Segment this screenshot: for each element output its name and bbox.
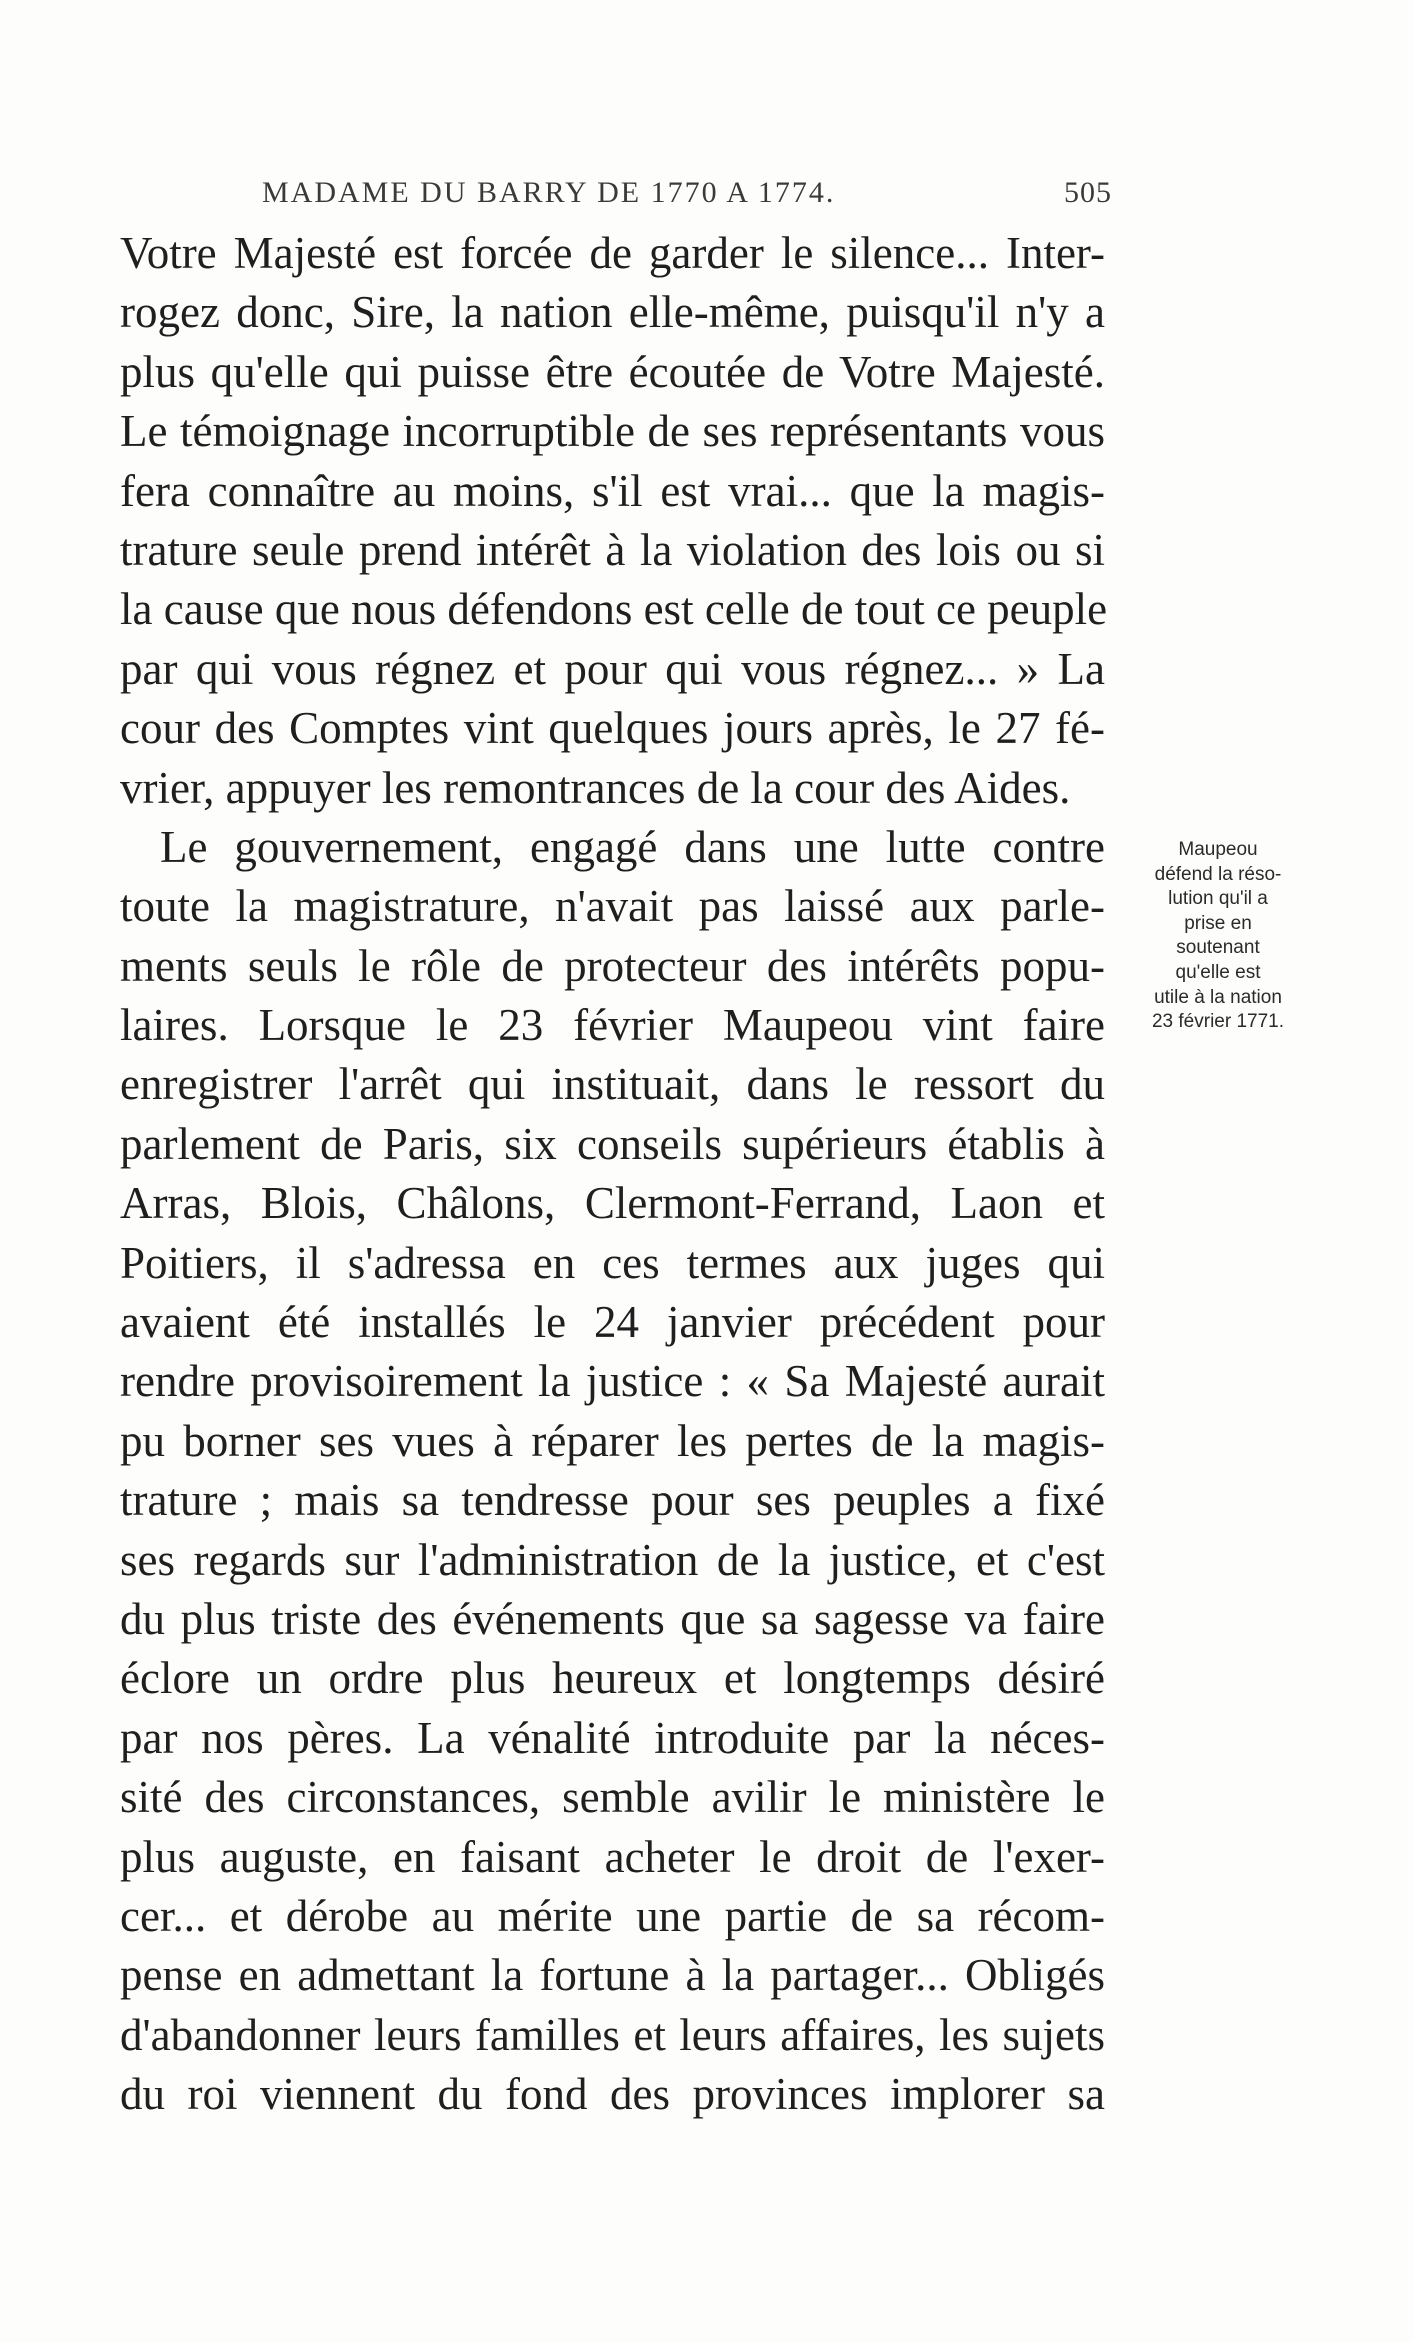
text-line: éclore un ordre plus heureux et longtemps désiré: [120, 1653, 1105, 1704]
text-line: Votre Majesté est forcée de garder le silence... Inter-: [120, 228, 1105, 278]
text-line: parlement de Paris, six conseils supérieurs établis à: [120, 1118, 1105, 1169]
margin-note: [1128, 838, 1308, 1035]
margin-note-line: 23 février 1771.: [1151, 1011, 1285, 1033]
text-line: du plus triste des événements que sa sagesse va faire: [120, 1593, 1105, 1644]
text-line: fera connaître au moins, s'il est vrai... que la magis-: [120, 465, 1105, 516]
text-line: vrier, appuyer les remontrances de la cour des Aides.: [120, 762, 1071, 813]
margin-note-line: Maupeou: [1178, 839, 1258, 860]
text-line: ses regards sur l'administration de la justice, et c'est: [120, 1534, 1105, 1585]
margin-note-line: défend la réso-: [1154, 863, 1282, 885]
body-text: [120, 224, 1108, 2125]
text-line: rendre provisoirement la justice : « Sa Majesté aurait: [120, 1356, 1105, 1407]
text-line: Le témoignage incorruptible de ses représentants vous: [120, 406, 1105, 457]
text-line: laires. Lorsque le 23 février Maupeou vint faire: [120, 1000, 1105, 1051]
margin-note-line: lution qu'il a: [1168, 888, 1268, 910]
text-line: Le gouvernement, engagé dans une lutte contre: [160, 821, 1105, 872]
text-line: la cause que nous défendons est celle de tout ce peuple: [120, 584, 1108, 635]
paragraph-2: [120, 818, 1105, 2125]
text-line: cour des Comptes vint quelques jours après, le 27 fé-: [120, 703, 1105, 754]
margin-note-line: soutenant: [1176, 937, 1260, 959]
text-line: plus qu'elle qui puisse être écoutée de Votre Majesté.: [120, 346, 1105, 397]
text-line: pense en admettant la fortune à la partager... Obligés: [120, 1950, 1105, 2001]
page-number: 505: [1064, 176, 1112, 209]
text-line: avaient été installés le 24 janvier précédent pour: [120, 1297, 1105, 1348]
text-line: Poitiers, il s'adressa en ces termes aux juges qui: [120, 1237, 1105, 1288]
text-line: trature seule prend intérêt à la violation des lois ou si: [120, 524, 1105, 575]
text-line: toute la magistrature, n'avait pas laissé aux parle-: [120, 881, 1105, 932]
running-head-title: MADAME DU BARRY DE 1770 A 1774.: [262, 176, 836, 209]
margin-note-line: prise en: [1184, 912, 1252, 934]
text-line: cer... et dérobe au mérite une partie de sa récom-: [120, 1890, 1105, 1941]
text-line: trature ; mais sa tendresse pour ses peuples a fixé: [120, 1475, 1105, 1526]
text-line: rogez donc, Sire, la nation elle-même, puisqu'il n'y a: [120, 287, 1105, 338]
text-line: enregistrer l'arrêt qui instituait, dans le ressort du: [120, 1059, 1105, 1110]
text-line: sité des circonstances, semble avilir le ministère le: [120, 1772, 1105, 1823]
paragraph-1: [120, 224, 1108, 818]
running-head: [262, 176, 1112, 216]
text-line: d'abandonner leurs familles et leurs affaires, les sujets: [120, 2009, 1105, 2060]
text-line: par nos pères. La vénalité introduite par la néces-: [120, 1712, 1105, 1763]
text-line: pu borner ses vues à réparer les pertes de la magis-: [120, 1415, 1105, 1466]
text-line: par qui vous régnez et pour qui vous régnez... » La: [120, 643, 1105, 694]
margin-note-line: qu'elle est: [1175, 961, 1261, 983]
text-line: ments seuls le rôle de protecteur des intérêts popu-: [120, 940, 1105, 991]
text-line: du roi viennent du fond des provinces implorer sa: [120, 2069, 1105, 2120]
text-line: Arras, Blois, Châlons, Clermont-Ferrand, Laon et: [120, 1178, 1105, 1229]
margin-note-line: utile à la nation: [1154, 986, 1282, 1008]
text-line: plus auguste, en faisant acheter le droit de l'exer-: [120, 1831, 1105, 1882]
